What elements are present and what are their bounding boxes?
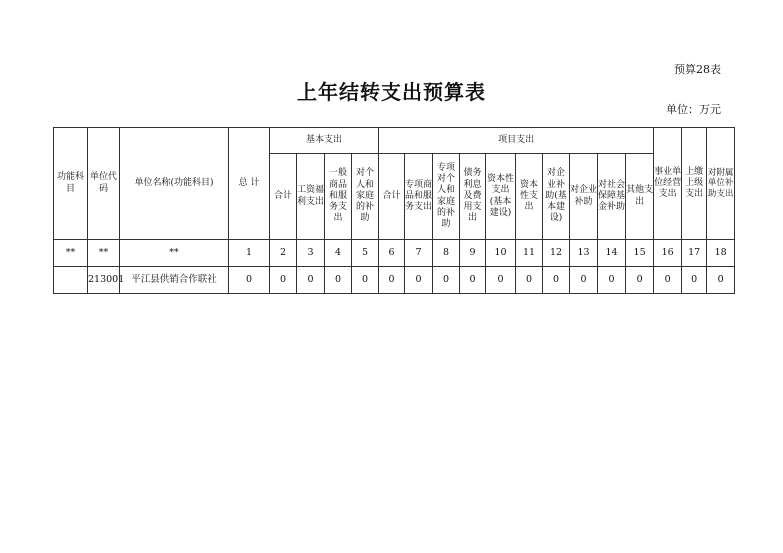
value-cell: 0	[598, 267, 626, 294]
value-cell: 0	[405, 267, 433, 294]
index-cell: **	[120, 240, 229, 267]
value-cell: 0	[433, 267, 460, 294]
index-cell: **	[54, 240, 88, 267]
index-cell: 7	[405, 240, 433, 267]
header-upper-payment: 上缴上级支出	[682, 128, 707, 240]
index-cell: 8	[433, 240, 460, 267]
page-title: 上年结转支出预算表	[297, 80, 486, 104]
header-total: 总 计	[229, 128, 270, 240]
header-special-personal-subsidy: 专项对个人和家庭的补助	[433, 154, 460, 240]
index-row	[54, 240, 735, 267]
header-unit-name: 单位名称(功能科目)	[120, 128, 229, 240]
index-cell: 12	[543, 240, 570, 267]
index-cell: 16	[654, 240, 682, 267]
budget-table	[53, 127, 735, 294]
index-cell: 6	[379, 240, 405, 267]
value-cell: 0	[352, 267, 379, 294]
value-cell: 0	[486, 267, 516, 294]
header-basic-group: 基本支出	[270, 128, 379, 154]
index-cell: 1	[229, 240, 270, 267]
value-cell: 0	[654, 267, 682, 294]
header-wage-welfare: 工资福利支出	[297, 154, 325, 240]
value-cell: 0	[516, 267, 543, 294]
unit-label: 单位：万元	[666, 103, 721, 116]
table-row	[54, 267, 735, 294]
index-cell: 10	[486, 240, 516, 267]
value-cell: 0	[379, 267, 405, 294]
header-project-group: 项目支出	[379, 128, 654, 154]
value-cell: 0	[543, 267, 570, 294]
index-cell: 2	[270, 240, 297, 267]
index-cell: **	[88, 240, 120, 267]
index-cell: 17	[682, 240, 707, 267]
value-cell: 0	[682, 267, 707, 294]
header-social-security-subsidy: 对社会保障基金补助	[598, 154, 626, 240]
header-enterprise-subsidy-basic: 对企业补助(基本建设)	[543, 154, 570, 240]
index-cell: 11	[516, 240, 543, 267]
header-general-goods: 一般商品和服务支出	[325, 154, 352, 240]
header-capital: 资本性支出	[516, 154, 543, 240]
header-unit-code: 单位代码	[88, 128, 120, 240]
value-cell: 0	[297, 267, 325, 294]
index-cell: 14	[598, 240, 626, 267]
header-basic-total: 合计	[270, 154, 297, 240]
header-special-goods: 专项商品和服务支出	[405, 154, 433, 240]
value-cell: 0	[325, 267, 352, 294]
value-cell: 0	[707, 267, 735, 294]
cell-unit-name: 平江县供销合作联社	[120, 267, 229, 294]
header-other: 其他支出	[626, 154, 654, 240]
index-cell: 18	[707, 240, 735, 267]
header-debt-interest: 债务利息及费用支出	[460, 154, 486, 240]
header-affiliate-subsidy: 对附属单位补助支出	[707, 128, 735, 240]
index-cell: 15	[626, 240, 654, 267]
header-capital-basic: 资本性支出(基本建设)	[486, 154, 516, 240]
value-cell: 0	[570, 267, 598, 294]
index-cell: 13	[570, 240, 598, 267]
value-cell: 0	[229, 267, 270, 294]
header-func-subject: 功能科目	[54, 128, 88, 240]
value-cell: 0	[460, 267, 486, 294]
cell-func-subject	[54, 267, 88, 294]
header-business-expense: 事业单位经营支出	[654, 128, 682, 240]
header-project-total: 合计	[379, 154, 405, 240]
form-number: 预算28表	[674, 63, 721, 76]
cell-unit-code: 213001	[88, 267, 120, 294]
index-cell: 9	[460, 240, 486, 267]
index-cell: 4	[325, 240, 352, 267]
index-cell: 5	[352, 240, 379, 267]
value-cell: 0	[270, 267, 297, 294]
header-enterprise-subsidy: 对企业补助	[570, 154, 598, 240]
header-personal-subsidy: 对个人和家庭的补助	[352, 154, 379, 240]
value-cell: 0	[626, 267, 654, 294]
index-cell: 3	[297, 240, 325, 267]
